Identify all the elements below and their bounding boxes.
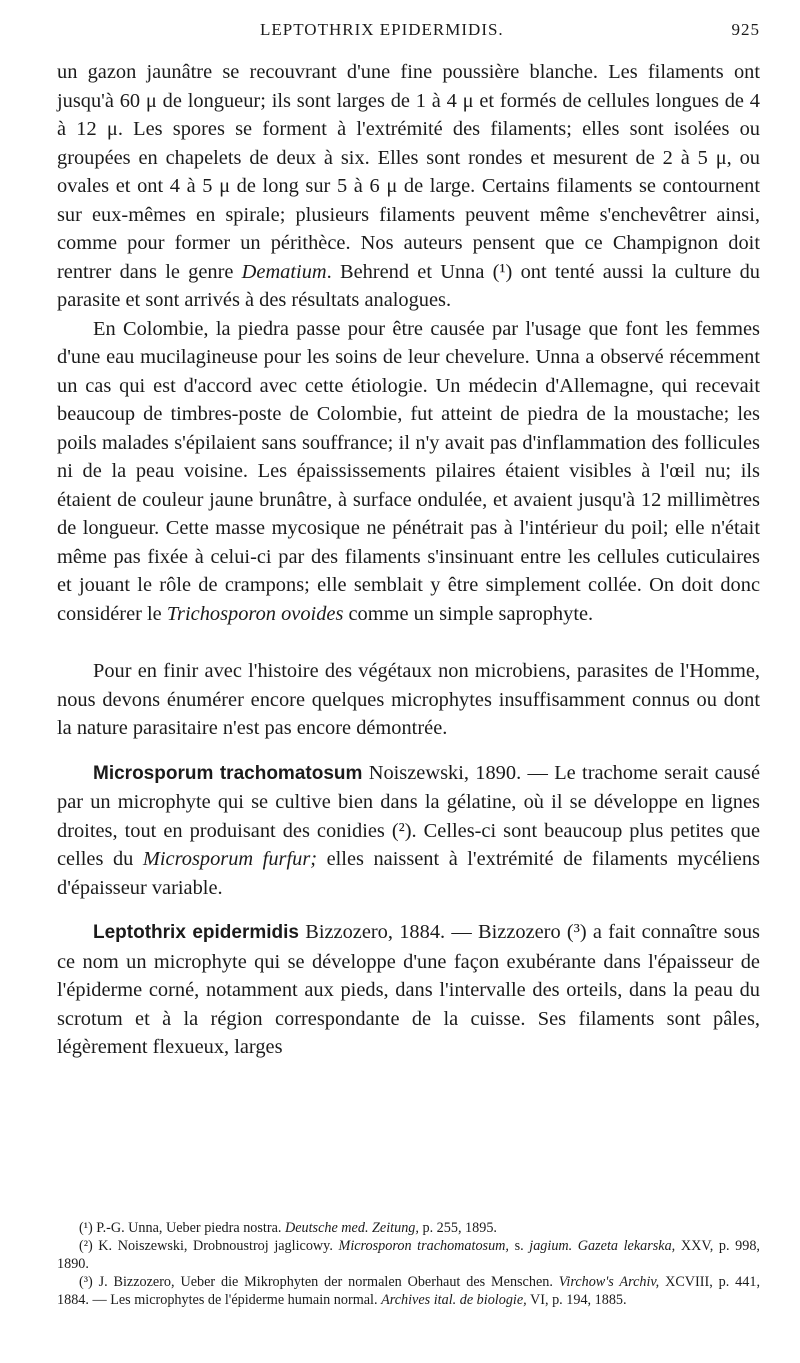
- paragraph-leptothrix: Leptothrix epidermidis Bizzozero, 1884. — Bizzozero (³) a fait connaître sous ce nom un microphyte qui se développe d'une façon exubérante dans l'épaisseur de l'épiderme corné, notamment aux pieds, dans l'intervalle des orteils, dans la peau du scrotum et à la région correspondante de la cuisse. Ses filaments sont pâles, légèrement flexueux, larges: [57, 921, 760, 1058]
- section-heading: Microsporum trachomatosum: [93, 762, 363, 784]
- footnote-3: (³) J. Bizzozero, Ueber die Mikrophyten der normalen Oberhaut des Menschen. Virchow's Archiv, XCVIII, p. 441, 1884. — Les microphytes de l'épiderme humain normal. Archives ital. de biologie, VI, p. 194, 1885.: [57, 1274, 760, 1308]
- section-heading: Leptothrix epidermidis: [93, 922, 299, 943]
- footnote-1: (¹) P.-G. Unna, Ueber piedra nostra. Deutsche med. Zeitung, p. 255, 1895.: [79, 1220, 497, 1236]
- running-header: [60, 20, 760, 50]
- main-text: [57, 58, 760, 1062]
- page-number: 925: [731, 20, 760, 39]
- footnotes: [57, 1219, 760, 1309]
- paragraph-1: un gazon jaunâtre se recouvrant d'une fine poussière blanche. Les filaments ont jusqu'à 60 μ de longueur; ils sont larges de 1 à 4 μ et formés de cellules longues de 4 à 12 μ. Les spores se forment à l'extrémité des filaments; elles sont isolées ou groupées en chapelets de deux à six. Elles sont rondes et mesurent de 2 à 5 μ, ou ovales et ont 4 à 5 μ de long sur 5 à 6 μ de large. Certains filaments se contournent sur eux-mêmes en spirale; plusieurs filaments peuvent même s'enchevêtrer ainsi, comme pour former un périthèce. Nos auteurs pensent que ce Champignon doit rentrer dans le genre Dematium. Behrend et Unna (¹) ont tenté aussi la culture du parasite et sont arrivés à des résultats analogues.: [57, 61, 760, 311]
- paragraph-3: Pour en finir avec l'histoire des végétaux non microbiens, parasites de l'Homme, nous devons énumérer encore quelques microphytes insuffisamment connus ou dont la nature parasitaire n'est pas encore démontrée.: [57, 660, 760, 739]
- paragraph-2: En Colombie, la piedra passe pour être causée par l'usage que font les femmes d'une eau mucilagineuse pour les soins de leur chevelure. Unna a observé récemment un cas qui est d'accord avec cette étiologie. Un médecin d'Allemagne, qui recevait beaucoup de timbres-poste de Colombie, fut atteint de piedra de la moustache; les poils malades s'épilaient sans souffrance; il n'y avait pas d'inflammation des follicules ni de la peau voisine. Les épaississements pilaires étaient visibles à l'œil nu; ils étaient de couleur jaune brunâtre, à surface ondulée, et avaient jusqu'à 12 millimètres de longueur. Cette masse mycosique ne pénétrait pas à l'intérieur du poil; elle n'était même pas fixée à celui-ci par des filaments s'insinuant entre les cellules cuticulaires et jouant le rôle de crampons; elle semblait y être simplement collée. On doit donc considérer le Trichosporon ovoides comme un simple saprophyte.: [57, 317, 760, 625]
- paragraph-microsporum: Microsporum trachomatosum Noiszewski, 1890. — Le trachome serait causé par un microphyte qui se cultive bien dans la gélatine, où il se développe en lignes droites, tout en produisant des conidies (²). Celles-ci sont beaucoup plus petites que celles du Microsporum furfur; elles naissent à l'extrémité de filaments mycéliens d'épaisseur variable.: [57, 761, 760, 899]
- header-title: LEPTOTHRIX EPIDERMIDIS.: [260, 20, 504, 39]
- footnote-2: (²) K. Noiszewski, Drobnoustroj jaglicowy. Microsporon trachomatosum, s. jagium. Gazeta lekarska, XXV, p. 998, 1890.: [57, 1238, 760, 1272]
